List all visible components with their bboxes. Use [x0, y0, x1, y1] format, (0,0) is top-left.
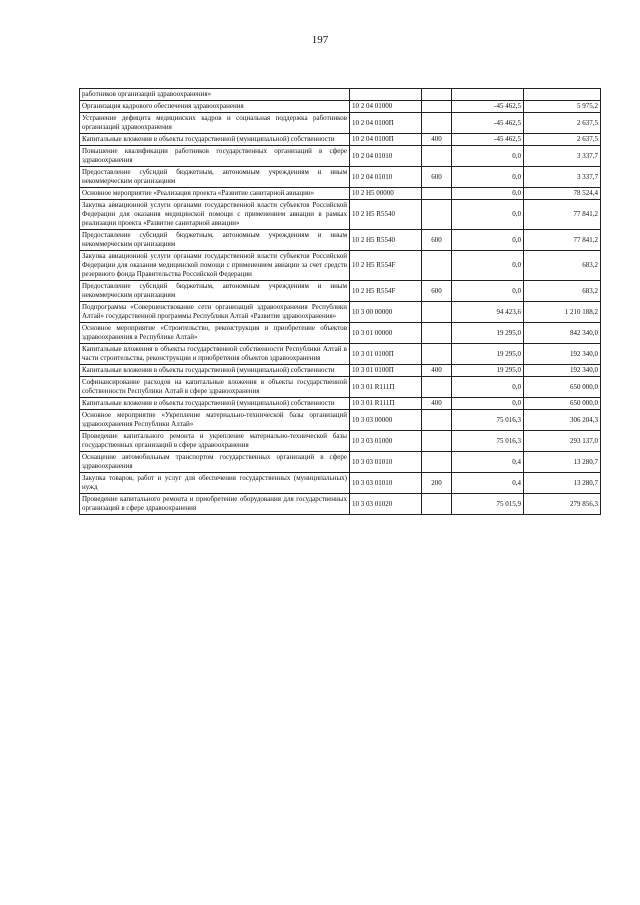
row-expense-type-cell: 200 — [422, 473, 452, 494]
row-name-cell: Капитальные вложения в объекты государственной (муниципальной) собственности — [80, 134, 350, 146]
table-row — [80, 167, 601, 188]
row-total-amount-cell: 13 280,7 — [524, 452, 601, 473]
row-change-amount-cell: 0,0 — [452, 188, 524, 200]
row-name-cell: Капитальные вложения в объекты государственной (муниципальной) собственности — [80, 365, 350, 377]
row-code-cell — [350, 89, 422, 101]
table-row — [80, 473, 601, 494]
row-total-amount-cell: 192 340,0 — [524, 344, 601, 365]
row-code-cell: 10 2 04 01010 — [350, 146, 422, 167]
row-change-amount-cell — [452, 89, 524, 101]
table-row — [80, 494, 601, 515]
row-code-cell: 10 2 04 0100П — [350, 113, 422, 134]
row-expense-type-cell — [422, 251, 452, 281]
row-name-cell: Закупка товаров, работ и услуг для обеспечения государственных (муниципальных) нужд — [80, 473, 350, 494]
row-change-amount-cell: -45 462,5 — [452, 101, 524, 113]
row-total-amount-cell: 650 000,0 — [524, 398, 601, 410]
row-name-cell: Софинансирование расходов на капитальные вложения в объекты государственной собственности Республики Алтай в сфере здравоохранения — [80, 377, 350, 398]
row-expense-type-cell — [422, 377, 452, 398]
row-code-cell: 10 3 01 0100П — [350, 365, 422, 377]
row-change-amount-cell: 0,0 — [452, 167, 524, 188]
table-row — [80, 113, 601, 134]
row-code-cell: 10 3 03 01010 — [350, 452, 422, 473]
row-code-cell: 10 3 01 00000 — [350, 323, 422, 344]
row-expense-type-cell — [422, 431, 452, 452]
row-expense-type-cell: 600 — [422, 167, 452, 188]
row-change-amount-cell: 19 295,0 — [452, 365, 524, 377]
row-expense-type-cell — [422, 113, 452, 134]
row-change-amount-cell: 19 295,0 — [452, 344, 524, 365]
row-code-cell: 10 3 03 01020 — [350, 494, 422, 515]
row-expense-type-cell: 400 — [422, 134, 452, 146]
row-total-amount-cell: 306 204,3 — [524, 410, 601, 431]
row-name-cell: Предоставление субсидий бюджетным, автономным учреждениям и иным некоммерческим организациям — [80, 281, 350, 302]
table-row — [80, 302, 601, 323]
row-change-amount-cell: 0,0 — [452, 230, 524, 251]
row-total-amount-cell: 192 340,0 — [524, 365, 601, 377]
row-change-amount-cell: 75 015,9 — [452, 494, 524, 515]
row-name-cell: Основное мероприятие «Реализация проекта «Развитие санитарной авиации» — [80, 188, 350, 200]
row-expense-type-cell: 600 — [422, 230, 452, 251]
table-row — [80, 398, 601, 410]
row-code-cell: 10 2 04 0100П — [350, 134, 422, 146]
row-name-cell: Подпрограмма «Совершенствование сети организаций здравоохранения Республики Алтай» государственной программы Республики Алтай «Развитие здравоохранения» — [80, 302, 350, 323]
row-total-amount-cell: 3 337,7 — [524, 167, 601, 188]
row-code-cell: 10 2 Н5 00000 — [350, 188, 422, 200]
row-total-amount-cell: 650 000,0 — [524, 377, 601, 398]
table-row — [80, 188, 601, 200]
row-name-cell: Закупка авиационной услуги органами государственной власти субъектов Российской Федерации для оказания медицинской помощи с применением авиации в рамках реализации проекта «Развитие санитарной авиации» — [80, 200, 350, 230]
row-expense-type-cell — [422, 146, 452, 167]
table-row — [80, 146, 601, 167]
row-code-cell: 10 2 Н5 R554F — [350, 281, 422, 302]
row-expense-type-cell — [422, 452, 452, 473]
row-name-cell: Капитальные вложения в объекты государственной собственности Республики Алтай в части строительства, реконструкции и приобретения объектов здравоохранения — [80, 344, 350, 365]
row-name-cell: Закупка авиационной услуги органами государственной власти субъектов Российской Федерации для оказания медицинской помощи с применением авиации за счет средств резервного фонда Правительства Российской Федерации — [80, 251, 350, 281]
row-change-amount-cell: 0,0 — [452, 200, 524, 230]
row-expense-type-cell — [422, 494, 452, 515]
page-number: 197 — [311, 34, 329, 46]
row-expense-type-cell — [422, 344, 452, 365]
row-total-amount-cell: 77 841,2 — [524, 230, 601, 251]
row-code-cell: 10 2 04 01010 — [350, 167, 422, 188]
row-name-cell: Оснащение автомобильным транспортом государственных организаций в сфере здравоохранения — [80, 452, 350, 473]
row-total-amount-cell: 2 637,5 — [524, 113, 601, 134]
table-row — [80, 452, 601, 473]
row-change-amount-cell: 0,0 — [452, 377, 524, 398]
row-name-cell: Капитальные вложения в объекты государственной (муниципальной) собственности — [80, 398, 350, 410]
row-expense-type-cell — [422, 410, 452, 431]
row-code-cell: 10 2 Н5 R5540 — [350, 230, 422, 251]
row-total-amount-cell — [524, 89, 601, 101]
row-total-amount-cell: 293 137,0 — [524, 431, 601, 452]
table-row — [80, 200, 601, 230]
row-change-amount-cell: 94 423,6 — [452, 302, 524, 323]
table-row — [80, 323, 601, 344]
row-total-amount-cell: 78 524,4 — [524, 188, 601, 200]
row-change-amount-cell: 0,0 — [452, 398, 524, 410]
row-change-amount-cell: 19 295,0 — [452, 323, 524, 344]
row-code-cell: 10 3 01 R111П — [350, 377, 422, 398]
table-row — [80, 251, 601, 281]
row-total-amount-cell: 3 337,7 — [524, 146, 601, 167]
row-total-amount-cell: 77 841,2 — [524, 200, 601, 230]
row-name-cell: Проведение капитального ремонта и приобретение оборудования для государственных организаций в сфере здравоохранения — [80, 494, 350, 515]
row-code-cell: 10 2 Н5 R5540 — [350, 200, 422, 230]
budget-table — [79, 88, 601, 515]
row-expense-type-cell — [422, 302, 452, 323]
row-change-amount-cell: 0,0 — [452, 146, 524, 167]
row-name-cell: Организация кадрового обеспечения здравоохранения — [80, 101, 350, 113]
row-total-amount-cell: 1 210 188,2 — [524, 302, 601, 323]
row-code-cell: 10 3 03 01010 — [350, 473, 422, 494]
row-total-amount-cell: 683,2 — [524, 281, 601, 302]
row-expense-type-cell — [422, 323, 452, 344]
budget-table-body — [80, 89, 601, 515]
table-row — [80, 344, 601, 365]
row-total-amount-cell: 842 340,0 — [524, 323, 601, 344]
row-expense-type-cell: 600 — [422, 281, 452, 302]
row-name-cell: работников организаций здравоохранения» — [80, 89, 350, 101]
table-row — [80, 281, 601, 302]
row-change-amount-cell: -45 462,5 — [452, 134, 524, 146]
row-change-amount-cell: 0,4 — [452, 452, 524, 473]
table-row — [80, 431, 601, 452]
table-row — [80, 410, 601, 431]
row-code-cell: 10 2 04 01000 — [350, 101, 422, 113]
row-code-cell: 10 3 00 00000 — [350, 302, 422, 323]
row-name-cell: Предоставление субсидий бюджетным, автономным учреждениям и иным некоммерческим организациям — [80, 230, 350, 251]
table-row — [80, 377, 601, 398]
row-total-amount-cell: 279 856,3 — [524, 494, 601, 515]
row-total-amount-cell: 5 975,2 — [524, 101, 601, 113]
table-row — [80, 230, 601, 251]
row-name-cell: Предоставление субсидий бюджетным, автономным учреждениям и иным некоммерческим организациям — [80, 167, 350, 188]
row-change-amount-cell: 75 016,3 — [452, 410, 524, 431]
row-change-amount-cell: 0,0 — [452, 281, 524, 302]
row-total-amount-cell: 683,2 — [524, 251, 601, 281]
row-expense-type-cell — [422, 188, 452, 200]
table-row — [80, 101, 601, 113]
row-name-cell: Повышение квалификации работников государственных организаций в сфере здравоохранения — [80, 146, 350, 167]
row-code-cell: 10 3 01 R111П — [350, 398, 422, 410]
row-code-cell: 10 2 Н5 R554F — [350, 251, 422, 281]
row-change-amount-cell: 0,0 — [452, 251, 524, 281]
table-row — [80, 134, 601, 146]
row-code-cell: 10 3 03 01000 — [350, 431, 422, 452]
row-change-amount-cell: 0,4 — [452, 473, 524, 494]
row-code-cell: 10 3 01 0100П — [350, 344, 422, 365]
row-expense-type-cell: 400 — [422, 365, 452, 377]
row-expense-type-cell — [422, 101, 452, 113]
row-name-cell: Проведение капитального ремонта и укрепление материально-технической базы государственных организаций в сфере здравоохранения — [80, 431, 350, 452]
row-expense-type-cell — [422, 89, 452, 101]
row-name-cell: Основное мероприятие «Укрепление материально-технической базы организаций здравоохранения Республики Алтай» — [80, 410, 350, 431]
row-code-cell: 10 3 03 00000 — [350, 410, 422, 431]
row-name-cell: Устранение дефицита медицинских кадров и социальная поддержка работников организаций здравоохранения — [80, 113, 350, 134]
row-change-amount-cell: 75 016,3 — [452, 431, 524, 452]
row-total-amount-cell: 13 280,7 — [524, 473, 601, 494]
table-row — [80, 365, 601, 377]
row-name-cell: Основное мероприятие «Строительство, реконструкция и приобретение объектов здравоохранения в Республике Алтай» — [80, 323, 350, 344]
row-total-amount-cell: 2 637,5 — [524, 134, 601, 146]
table-row — [80, 89, 601, 101]
row-expense-type-cell — [422, 200, 452, 230]
row-change-amount-cell: -45 462,5 — [452, 113, 524, 134]
row-expense-type-cell: 400 — [422, 398, 452, 410]
